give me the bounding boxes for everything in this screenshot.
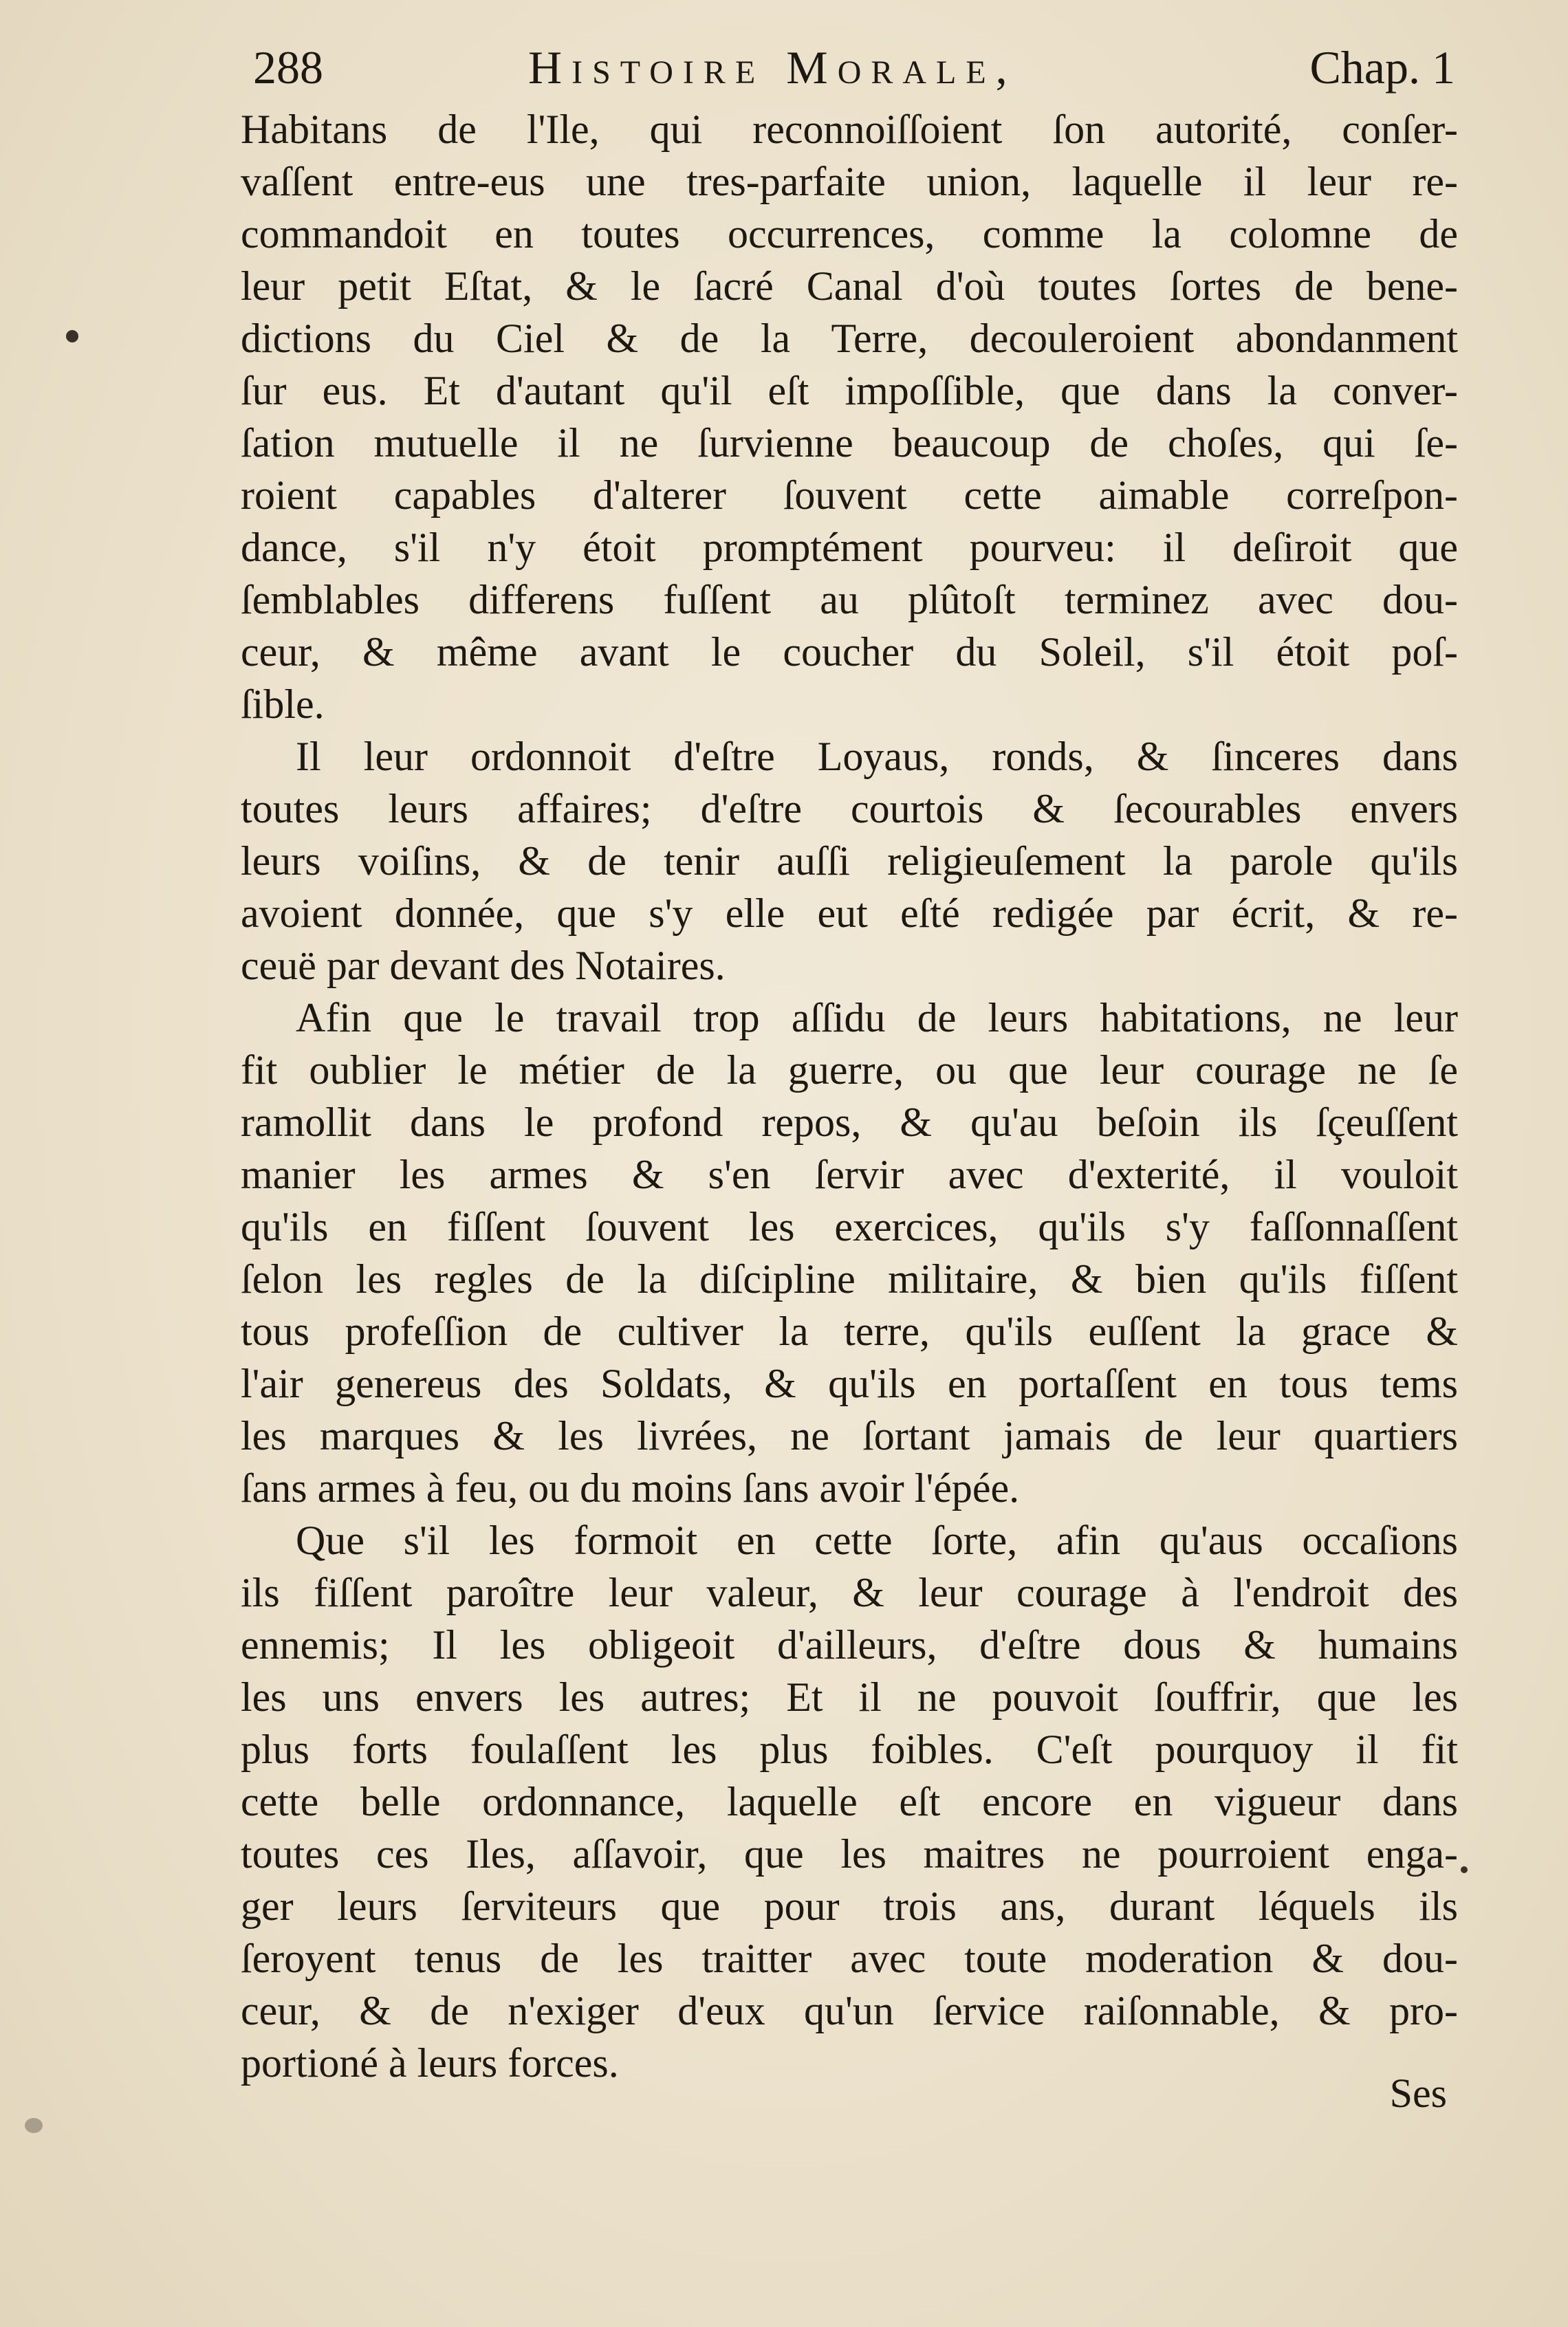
text-line: dance, s'il n'y étoit promptément pourveu: il deſiroit que (241, 525, 1458, 570)
catchword: Ses (1389, 2071, 1447, 2116)
text-line: roient capables d'alterer ſouvent cette aimable correſpon- (241, 472, 1458, 518)
text-line: cette belle ordonnance, laquelle eſt encore en vigueur dans (241, 1779, 1458, 1824)
text-line: ſation mutuelle il ne ſurvienne beaucoup de choſes, qui ſe- (241, 420, 1458, 466)
text-line: ceuë par devant des Notaires. (241, 943, 726, 988)
text-line: ennemis; Il les obligeoit d'ailleurs, d'eſtre dous & humains (241, 1622, 1458, 1668)
text-line: Il leur ordonnoit d'eſtre Loyaus, ronds, & ſinceres dans (296, 734, 1458, 779)
text-line: leurs voiſins, & de tenir auſſi religieuſement la parole qu'ils (241, 838, 1458, 884)
text-line: plus forts foulaſſent les plus foibles. C'eſt pourquoy il fit (241, 1727, 1458, 1772)
text-line: ger leurs ſerviteurs que pour trois ans, durant léquels ils (241, 1883, 1458, 1929)
text-line: Habitans de l'Ile, qui reconnoiſſoient ſon autorité, conſer- (241, 107, 1458, 152)
text-line: ſible. (241, 681, 325, 727)
text-line: vaſſent entre-eus une tres-parfaite union, laquelle il leur re- (241, 159, 1458, 204)
page-number: 288 (253, 41, 323, 94)
text-line: commandoit en toutes occurrences, comme la colomne de (241, 211, 1458, 256)
running-header (253, 33, 1455, 102)
text-line: ſemblables differens fuſſent au plûtoſt terminez avec dou- (241, 577, 1458, 622)
text-line: ſelon les regles de la diſcipline militaire, & bien qu'ils fiſſent (241, 1256, 1458, 1302)
text-line: fit oublier le métier de la guerre, ou que leur courage ne ſe (241, 1047, 1458, 1093)
paragraph-2 (241, 730, 1458, 992)
paragraph-3 (241, 992, 1458, 1514)
running-title: Histoire Morale, (528, 41, 1017, 94)
text-line: ceur, & même avant le coucher du Soleil, s'il étoit poſ- (241, 629, 1458, 675)
paragraph-4 (241, 1514, 1458, 2089)
chapter-label: Chap. 1 (1309, 41, 1455, 94)
text-line: avoient donnée, que s'y elle eut eſté redigée par écrit, & re- (241, 891, 1458, 936)
ink-speck (25, 2118, 43, 2133)
text-line: qu'ils en fiſſent ſouvent les exercices, qu'ils s'y faſſonnaſſent (241, 1204, 1458, 1249)
text-line: toutes ces Iles, aſſavoir, que les maitres ne pourroient enga- (241, 1831, 1458, 1877)
text-line: l'air genereus des Soldats, & qu'ils en portaſſent en tous tems (241, 1361, 1458, 1406)
text-line: Que s'il les formoit en cette ſorte, afin qu'aus occaſions (296, 1518, 1458, 1563)
text-line: dictions du Ciel & de la Terre, decouleroient abondanment (241, 316, 1458, 361)
paragraph-1 (241, 103, 1458, 730)
text-line: ramollit dans le profond repos, & qu'au beſoin ils ſçeuſſent (241, 1100, 1458, 1145)
ink-speck (1461, 1866, 1468, 1873)
body-text (241, 103, 1458, 2089)
text-line: Afin que le travail trop aſſidu de leurs habitations, ne leur (296, 995, 1458, 1040)
text-line: ſur eus. Et d'autant qu'il eſt impoſſible, que dans la conver- (241, 368, 1458, 413)
text-line: leur petit Eſtat, & le ſacré Canal d'où toutes ſortes de bene- (241, 263, 1458, 309)
ink-speck (66, 330, 78, 342)
text-line: manier les armes & s'en ſervir avec d'exterité, il vouloit (241, 1152, 1458, 1197)
text-line: ils fiſſent paroître leur valeur, & leur courage à l'endroit des (241, 1570, 1458, 1615)
text-line: les marques & les livrées, ne ſortant jamais de leur quartiers (241, 1413, 1458, 1459)
text-line: ſeroyent tenus de les traitter avec toute moderation & dou- (241, 1936, 1458, 1981)
text-line: toutes leurs affaires; d'eſtre courtois & ſecourables envers (241, 786, 1458, 831)
text-line: tous profeſſion de cultiver la terre, qu'ils euſſent la grace & (241, 1309, 1458, 1354)
text-line: portioné à leurs forces. (241, 2040, 619, 2086)
text-line: ceur, & de n'exiger d'eux qu'un ſervice raiſonnable, & pro- (241, 1988, 1458, 2033)
text-line: les uns envers les autres; Et il ne pouvoit ſouffrir, que les (241, 1674, 1458, 1720)
text-line: ſans armes à feu, ou du moins ſans avoir l'épée. (241, 1465, 1020, 1511)
